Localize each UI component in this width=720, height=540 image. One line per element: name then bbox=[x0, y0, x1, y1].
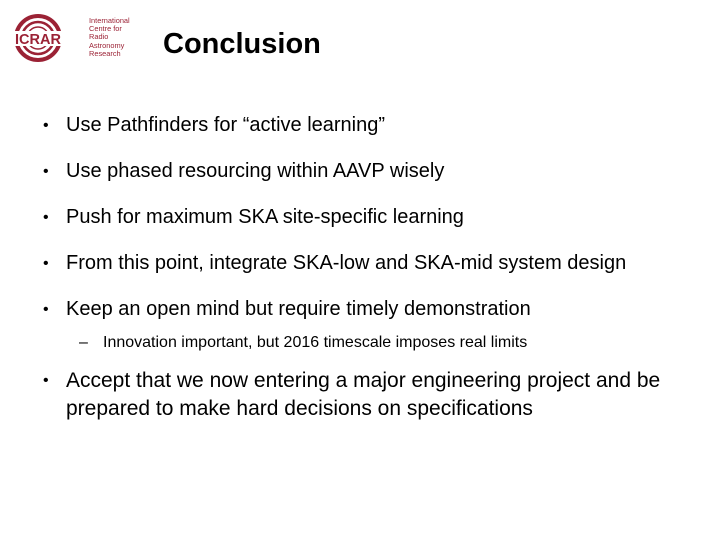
org-line: Research bbox=[89, 48, 121, 58]
sub-bullet-glyph: – bbox=[79, 334, 88, 351]
bullet-glyph: • bbox=[43, 372, 49, 389]
sub-bullet-text: Innovation important, but 2016 timescale imposes real limits bbox=[103, 334, 528, 351]
icrar-logo bbox=[12, 12, 140, 68]
bullet-item bbox=[41, 112, 701, 139]
org-line: Astronomy bbox=[89, 40, 125, 50]
bullet-text: Use phased resourcing within AAVP wisely bbox=[66, 160, 445, 182]
bullet-list bbox=[41, 112, 701, 442]
org-name bbox=[89, 17, 141, 58]
slide-title: Conclusion bbox=[163, 28, 321, 60]
org-line: International bbox=[89, 16, 130, 25]
org-line: Centre for bbox=[89, 24, 122, 34]
bullet-glyph: • bbox=[43, 255, 49, 272]
logo-abbr: ICRAR bbox=[15, 32, 61, 48]
icrar-emblem bbox=[12, 12, 88, 68]
bullet-glyph: • bbox=[43, 163, 49, 180]
bullet-text: Keep an open mind but require timely demonstration bbox=[66, 298, 531, 320]
bullet-item bbox=[41, 158, 701, 185]
bullet-text: Push for maximum SKA site-specific learning bbox=[66, 206, 464, 228]
bullet-item bbox=[41, 367, 701, 423]
bullet-glyph: • bbox=[43, 209, 49, 226]
bullet-glyph: • bbox=[43, 301, 49, 318]
bullet-item bbox=[41, 204, 701, 231]
bullet-text: Use Pathfinders for “active learning” bbox=[66, 114, 386, 136]
bullet-item bbox=[41, 250, 701, 277]
bullet-item bbox=[41, 296, 701, 323]
bullet-text: From this point, integrate SKA-low and SKA-mid system design bbox=[66, 252, 627, 274]
bullet-text: Accept that we now entering a major engineering project and be prepared to make hard decisions on specifications bbox=[66, 369, 661, 420]
org-line: Radio bbox=[89, 32, 109, 42]
sub-bullet-item bbox=[41, 333, 701, 353]
bullet-glyph: • bbox=[43, 117, 49, 134]
